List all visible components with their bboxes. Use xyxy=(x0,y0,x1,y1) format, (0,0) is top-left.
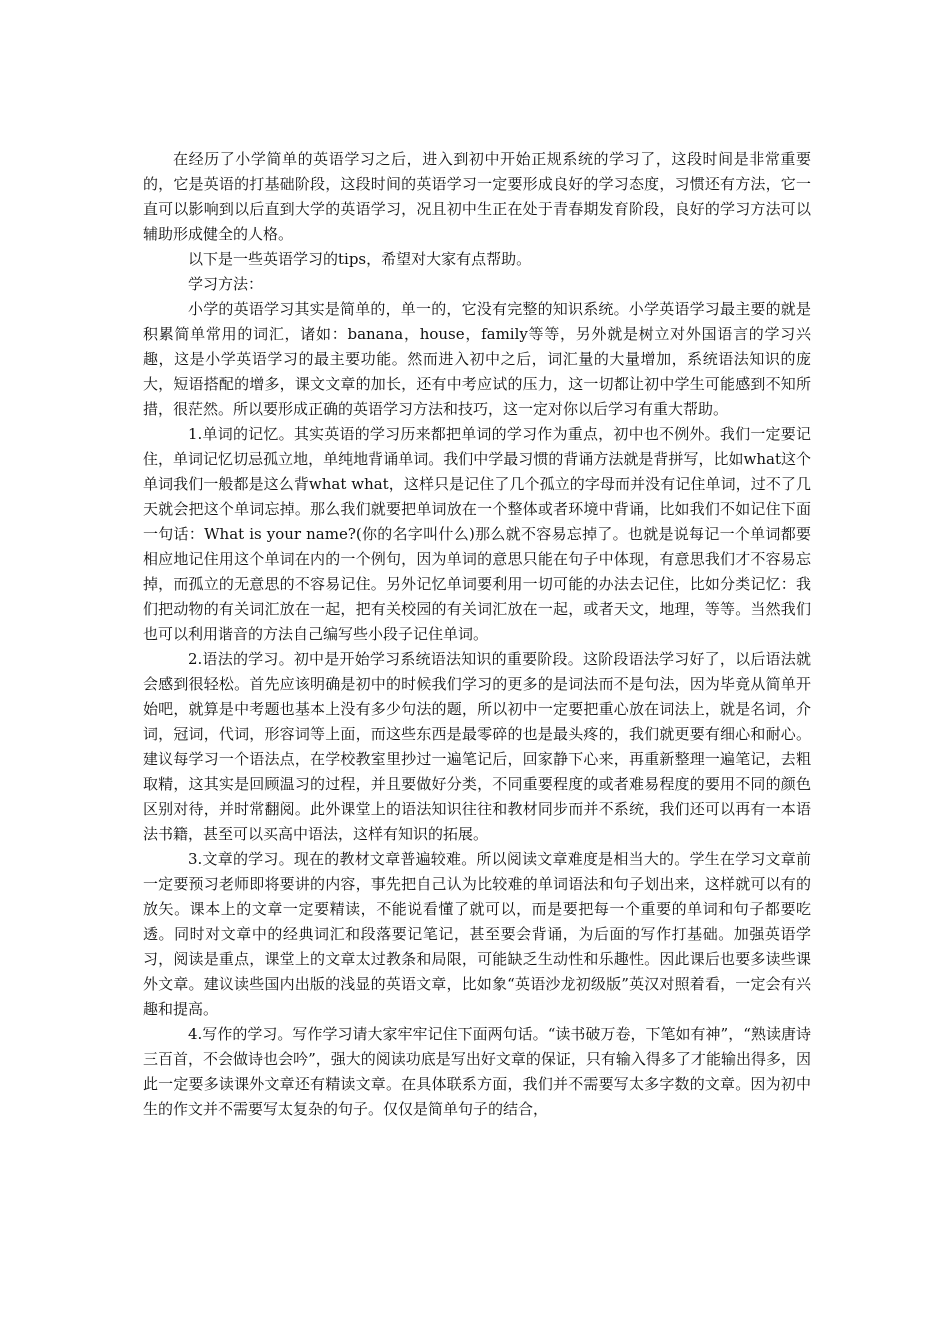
document-body xyxy=(143,147,811,1122)
vocabulary-paragraph: 1.单词的记忆。其实英语的学习历来都把单词的学习作为重点，初中也不例外。我们一定要记住，单词记忆切忌孤立地，单纯地背诵单词。我们中学最习惯的背诵方法就是背拼写，比如what这个单词我们一般都是这么背what what，这样只是记住了几个孤立的字母而并没有记住单词，过不了几天就会把这个单词忘掉。那么我们就要把单词放在一个整体或者环境中背诵，比如我们不如记住下面一句话：What is your name?(你的名字叫什么)那么就不容易忘掉了。也就是说每记一个单词都要相应地记住用这个单词在内的一个例句，因为单词的意思只能在句子中体现，有意思我们才不容易忘掉，而孤立的无意思的不容易记住。另外记忆单词要利用一切可能的办法去记住，比如分类记忆：我们把动物的有关词汇放在一起，把有关校园的有关词汇放在一起，或者天文，地理，等等。当然我们也可以利用谐音的方法自己编写些小段子记住单词。 xyxy=(143,425,811,643)
grammar-paragraph: 2.语法的学习。初中是开始学习系统语法知识的重要阶段。这阶段语法学习好了，以后语法就会感到很轻松。首先应该明确是初中的时候我们学习的更多的是词法而不是句法，因为毕竟从简单开始吧，就算是中考题也基本上没有多少句法的题，所以初中一定要把重心放在词法上，就是名词，介词，冠词，代词，形容词等上面，而这些东西是最零碎的也是最头疼的，我们就更要有细心和耐心。建议每学习一个语法点，在学校教室里抄过一遍笔记后，回家静下心来，再重新整理一遍笔记，去粗取精，这其实是回顾温习的过程，并且要做好分类，不同重要程度的或者难易程度的要用不同的颜色区别对待，并时常翻阅。此外课堂上的语法知识往往和教材同步而并不系统，我们还可以再有一本语法书籍，甚至可以买高中语法，这样有知识的拓展。 xyxy=(143,650,811,843)
primary-school-paragraph: 小学的英语学习其实是简单的，单一的，它没有完整的知识系统。小学英语学习最主要的就是积累简单常用的词汇，诸如：banana，house，family等等，另外就是树立对外国语言的学习兴趣，这是小学英语学习的最主要功能。然而进入初中之后，词汇量的大量增加，系统语法知识的庞大，短语搭配的增多，课文文章的加长，还有中考应试的压力，这一切都让初中学生可能感到不知所措，很茫然。所以要形成正确的英语学习方法和技巧，这一定对你以后学习有重大帮助。 xyxy=(143,300,811,418)
method-heading: 学习方法： xyxy=(188,275,264,293)
writing-paragraph: 4.写作的学习。写作学习请大家牢牢记住下面两句话。“读书破万卷，下笔如有神”，“熟读唐诗三百首，不会做诗也会吟”，强大的阅读功底是写出好文章的保证，只有输入得多了才能输出得多，因此一定要多读课外文章还有精读文章。在具体联系方面，我们并不需要写太多字数的文章。因为初中生的作文并不需要写太复杂的句子。仅仅是简单句子的结合， xyxy=(143,1025,811,1118)
intro-paragraph: 在经历了小学简单的英语学习之后，进入到初中开始正规系统的学习了，这段时间是非常重要的，它是英语的打基础阶段，这段时间的英语学习一定要形成良好的学习态度，习惯还有方法，它一直可以影响到以后直到大学的英语学习，况且初中生正在处于青春期发育阶段，良好的学习方法可以辅助形成健全的人格。 xyxy=(143,150,811,243)
reading-paragraph: 3.文章的学习。现在的教材文章普遍较难。所以阅读文章难度是相当大的。学生在学习文章前一定要预习老师即将要讲的内容，事先把自己认为比较难的单词语法和句子划出来，这样就可以有的放矢。课本上的文章一定要精读，不能说看懂了就可以，而是要把每一个重要的单词和句子都要吃透。同时对文章中的经典词汇和段落要记笔记，甚至要会背诵，为后面的写作打基础。加强英语学习，阅读是重点，课堂上的文章太过教条和局限，可能缺乏生动性和乐趣性。因此课后也要多读些课外文章。建议读些国内出版的浅显的英语文章，比如象“英语沙龙初级版”英汉对照着看，一定会有兴趣和提高。 xyxy=(143,850,811,1018)
tips-paragraph: 以下是一些英语学习的tips，希望对大家有点帮助。 xyxy=(188,250,532,268)
